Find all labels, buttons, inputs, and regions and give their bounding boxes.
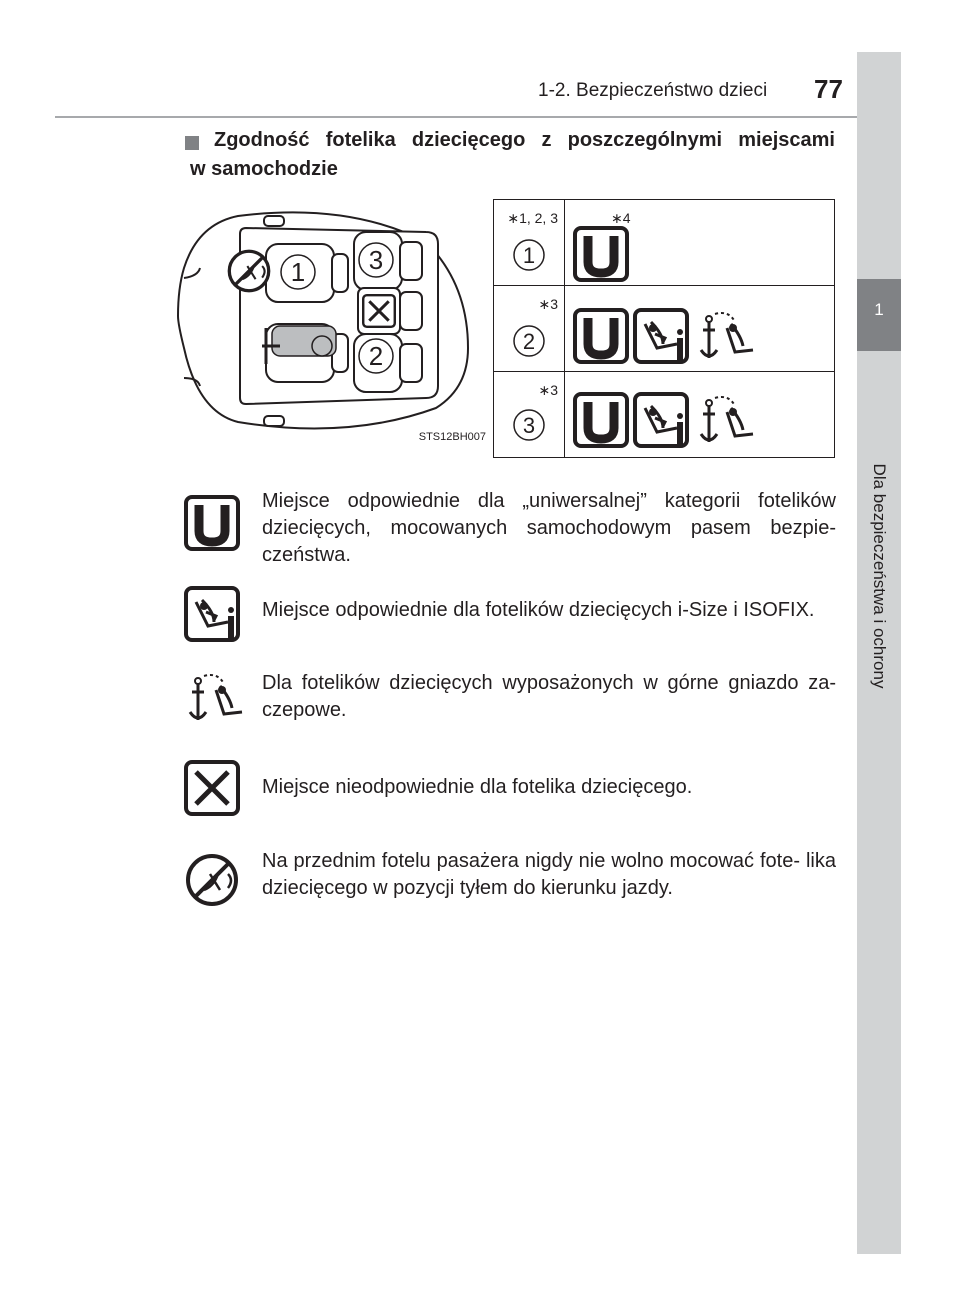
seat-cell-3: ∗3 3	[494, 372, 565, 458]
header-divider	[55, 116, 859, 118]
table-row	[494, 372, 835, 458]
side-tab-title: Dla bezpieczeństwa i ochrony	[870, 463, 889, 689]
seat-note-3: 3	[550, 382, 558, 398]
seat-number-icon-2	[512, 324, 546, 358]
legend-top-tether-icon	[184, 670, 244, 726]
svg-text:2: 2	[368, 341, 384, 371]
unsuitable-seat-icon	[363, 295, 395, 327]
svg-text:3: 3	[522, 413, 536, 438]
seat-number-icon-1	[512, 238, 546, 272]
seat-cell-1: ∗1, 2, 3 1	[494, 200, 565, 286]
top-tether-icon	[695, 392, 755, 448]
legend-universal-belt-icon	[184, 495, 240, 551]
no-rear-facing-icon	[229, 251, 268, 290]
seat-cell-2: ∗3 2	[494, 286, 565, 372]
universal-belt-icon	[573, 308, 629, 364]
svg-text:1: 1	[290, 257, 306, 287]
table-row	[494, 200, 835, 286]
car-seat-diagram	[168, 198, 494, 460]
seat-note-1b: 4	[622, 210, 631, 226]
legend-text-top-tether: Dla fotelików dziecięcych wyposażonych w górne gniazdo za- czepowe.	[262, 672, 836, 721]
universal-belt-icon	[573, 392, 629, 448]
running-header-section: 1-2. Bezpieczeństwo dzieci	[538, 80, 768, 101]
legend-isize-isofix-icon	[184, 586, 240, 642]
figure-code: STS12BH007	[418, 431, 486, 443]
side-tab-number: 1	[874, 300, 884, 319]
legend-text-universal: Miejsce odpowiednie dla „uniwersalnej” kategorii fotelików dziecięcych, mocowanych samochodowym pasem bezpie- czeństwa.	[262, 490, 836, 566]
svg-text:2: 2	[522, 329, 536, 354]
svg-text:1: 1	[522, 243, 536, 268]
top-tether-icon	[695, 308, 755, 364]
seat-number-1	[281, 255, 315, 289]
seat-note-1: 1, 2, 3	[519, 210, 558, 226]
section-heading-line1: Zgodność fotelika dziecięcego z poszczególnymi miejscami	[214, 129, 835, 151]
legend-no-rear-facing-icon	[184, 852, 240, 908]
seat-number-2	[359, 339, 393, 373]
legend-text-unsuitable: Miejsce nieodpowiednie dla fotelika dziecięcego.	[262, 776, 693, 798]
legend-text-no-rear-facing: Na przednim fotelu pasażera nigdy nie wolno mocować fote- lika dziecięcego w pozycji tyłem do kierunku jazdy.	[262, 850, 836, 899]
legend-text-isofix: Miejsce odpowiednie dla fotelików dziecięcych i-Size i ISOFIX.	[262, 599, 815, 621]
seat-icons-cell-3	[565, 372, 835, 458]
seat-compatibility-table	[493, 199, 835, 458]
heading-bullet-icon	[185, 136, 199, 150]
seat-icons-cell-1: ∗4	[565, 200, 835, 286]
seat-number-3	[359, 243, 393, 277]
table-row	[494, 286, 835, 372]
seat-number-icon-3	[512, 408, 546, 442]
page-number: 77	[814, 74, 843, 104]
seat-note-2: 3	[550, 296, 558, 312]
legend-unsuitable-icon	[184, 760, 240, 816]
seat-icons-cell-2	[565, 286, 835, 372]
svg-text:3: 3	[368, 245, 384, 275]
isize-isofix-icon	[633, 308, 689, 364]
isize-isofix-icon	[633, 392, 689, 448]
section-heading-line2: w samochodzie	[190, 158, 338, 180]
universal-belt-icon	[573, 226, 629, 282]
